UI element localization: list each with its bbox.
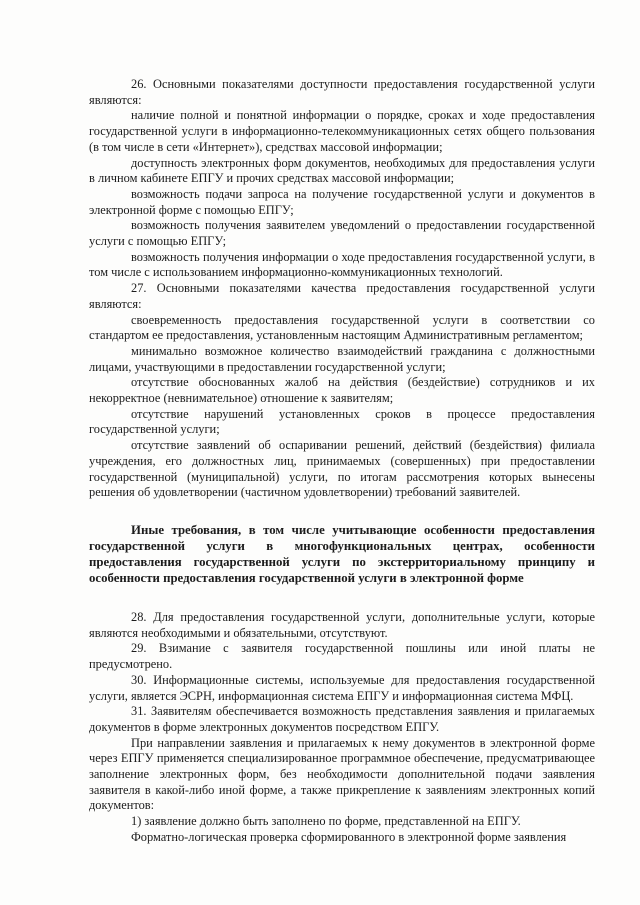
list-item: своевременность предоставления государственной услуги в соответствии со стандартом ее предоставления, установленным настоящим Административным регламентом; bbox=[89, 312, 595, 343]
list-item: возможность подачи запроса на получение государственной услуги и документов в электронной форме с помощью ЕПГУ; bbox=[89, 186, 595, 217]
section-heading: Иные требования, в том числе учитывающие особенности предоставления государственной услуги в многофункциональных центрах, особенности предоставления государственной услуги по экстерриториальному принципу и особенности предоставления государственной услуги в электронной форме bbox=[89, 522, 595, 585]
list-item: отсутствие нарушений установленных сроков в процессе предоставления государственной услуги; bbox=[89, 406, 595, 437]
list-item: отсутствие заявлений об оспаривании решений, действий (бездействия) филиала учреждения, его должностных лиц, принимаемых (совершенных) при предоставлении государственной (муниципальной) услуги, по итогам рассмотрения которых вынесены решения об удовлетворении (частичном удовлетворении) требований заявителей. bbox=[89, 438, 595, 500]
list-item: 1) заявление должно быть заполнено по форме, представленной на ЕПГУ. bbox=[131, 814, 521, 829]
paragraph-31: 31. Заявителям обеспечивается возможность представления заявления и прилагаемых документов в форме электронных документов посредством ЕПГУ. bbox=[89, 704, 595, 734]
document-body bbox=[89, 77, 595, 846]
paragraph-26: 26. Основными показателями доступности предоставления государственной услуги являются: bbox=[89, 77, 595, 107]
paragraph-29: 29. Взимание с заявителя государственной пошлины или иной платы не предусмотрено. bbox=[89, 641, 595, 672]
paragraph-epgu: При направлении заявления и прилагаемых к нему документов в электронной форме через ЕПГУ применяется специализированное программное обеспечение, предусматривающее заполнение электронных форм, без необходимости дополнительной подачи заявления заявителя в какой-либо иной форме, а также прикрепление к заявлениям электронных копий документов: bbox=[89, 735, 595, 813]
list-item: доступность электронных форм документов, необходимых для предоставления услуги в личном кабинете ЕПГУ и прочих средствах массовой информации; bbox=[89, 155, 595, 186]
list-item: минимально возможное количество взаимодействий гражданина с должностными лицами, участвующими в предоставлении государственной услуги; bbox=[89, 343, 595, 374]
list-item: возможность получения информации о ходе предоставления государственной услуги, в том числе с использованием информационно-коммуникационных технологий. bbox=[89, 249, 595, 280]
list-item: отсутствие обоснованных жалоб на действия (бездействие) сотрудников и их некорректное (невнимательное) отношение к заявителям; bbox=[89, 375, 595, 406]
paragraph-30: 30. Информационные системы, используемые для предоставления государственной услуги, является ЭСРН, информационная система ЕПГУ и информационная система МФЦ. bbox=[89, 672, 595, 703]
list-item: наличие полной и понятной информации о порядке, сроках и ходе предоставления государственной услуги в информационно-телекоммуникационных сетях общего пользования (в том числе в сети «Интернет»), средствах массовой информации; bbox=[89, 108, 595, 154]
paragraph-27: 27. Основными показателями качества предоставления государственной услуги являются: bbox=[89, 281, 595, 311]
list-item: возможность получения заявителем уведомлений о предоставлении государственной услуги с помощью ЕПГУ; bbox=[89, 218, 595, 249]
paragraph-format-check: Форматно-логическая проверка сформированного в электронной форме заявления bbox=[131, 829, 567, 844]
paragraph-28: 28. Для предоставления государственной услуги, дополнительные услуги, которые являются необходимыми и обязательными, отсутствуют. bbox=[89, 609, 595, 640]
